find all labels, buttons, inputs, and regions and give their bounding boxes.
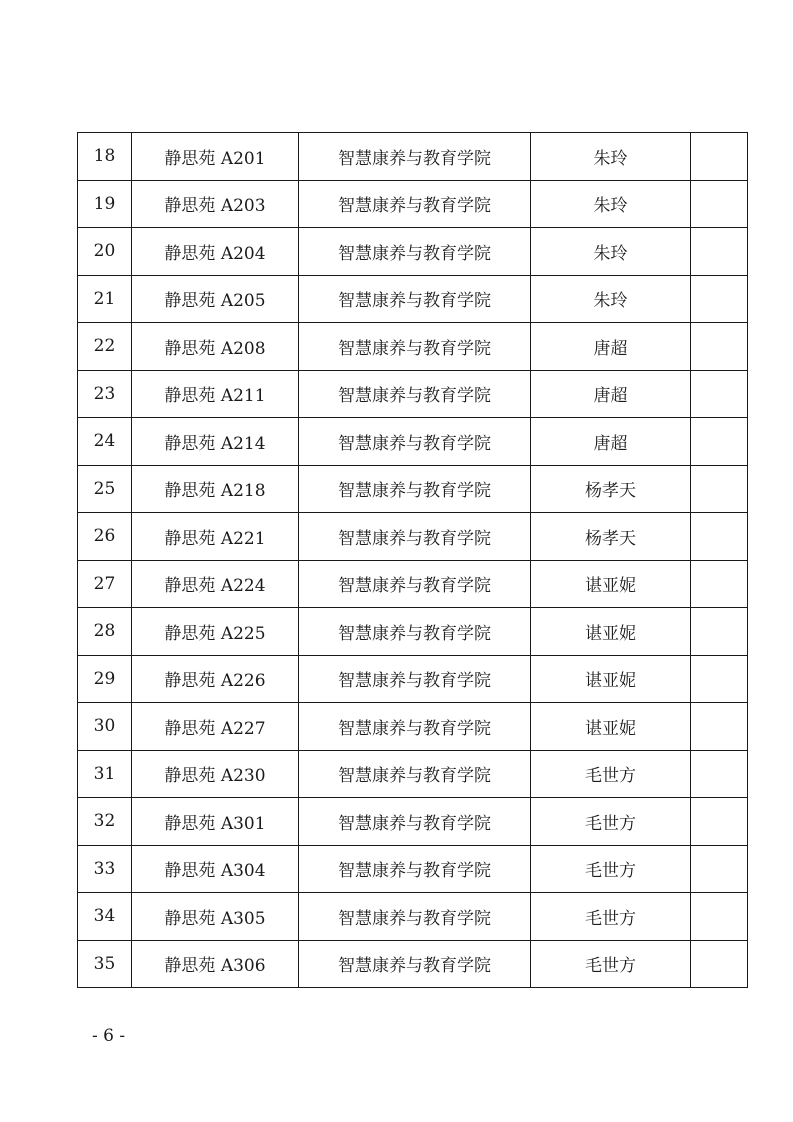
- cell-person: 朱玲: [531, 133, 691, 181]
- cell-room: 静思苑 A211: [132, 370, 299, 418]
- cell-room: 静思苑 A224: [132, 560, 299, 608]
- cell-note: [691, 703, 748, 751]
- cell-room: 静思苑 A306: [132, 940, 299, 988]
- table-row: [78, 180, 748, 228]
- cell-college: 智慧康养与教育学院: [299, 655, 531, 703]
- cell-number: 18: [78, 133, 132, 181]
- cell-college: 智慧康养与教育学院: [299, 940, 531, 988]
- cell-number: 29: [78, 655, 132, 703]
- cell-note: [691, 228, 748, 276]
- cell-note: [691, 370, 748, 418]
- table-row: [78, 655, 748, 703]
- cell-person: 毛世方: [531, 798, 691, 846]
- cell-room: 静思苑 A203: [132, 180, 299, 228]
- table-row: [78, 418, 748, 466]
- cell-college: 智慧康养与教育学院: [299, 180, 531, 228]
- table-row: [78, 750, 748, 798]
- cell-room: 静思苑 A227: [132, 703, 299, 751]
- cell-person: 毛世方: [531, 845, 691, 893]
- cell-person: 杨孝天: [531, 465, 691, 513]
- table-row: [78, 845, 748, 893]
- cell-room: 静思苑 A204: [132, 228, 299, 276]
- cell-note: [691, 418, 748, 466]
- cell-number: 27: [78, 560, 132, 608]
- cell-number: 22: [78, 323, 132, 371]
- cell-note: [691, 750, 748, 798]
- cell-college: 智慧康养与教育学院: [299, 750, 531, 798]
- cell-number: 25: [78, 465, 132, 513]
- cell-room: 静思苑 A226: [132, 655, 299, 703]
- table-row: [78, 133, 748, 181]
- cell-number: 35: [78, 940, 132, 988]
- cell-room: 静思苑 A201: [132, 133, 299, 181]
- cell-note: [691, 655, 748, 703]
- cell-note: [691, 323, 748, 371]
- cell-room: 静思苑 A208: [132, 323, 299, 371]
- table-row: [78, 228, 748, 276]
- table-row: [78, 275, 748, 323]
- cell-person: 谌亚妮: [531, 560, 691, 608]
- cell-college: 智慧康养与教育学院: [299, 370, 531, 418]
- cell-person: 谌亚妮: [531, 655, 691, 703]
- cell-person: 朱玲: [531, 180, 691, 228]
- cell-person: 谌亚妮: [531, 608, 691, 656]
- cell-room: 静思苑 A214: [132, 418, 299, 466]
- cell-person: 唐超: [531, 323, 691, 371]
- cell-number: 34: [78, 893, 132, 941]
- table-row: [78, 893, 748, 941]
- table-row: [78, 370, 748, 418]
- cell-college: 智慧康养与教育学院: [299, 275, 531, 323]
- table-row: [78, 323, 748, 371]
- cell-college: 智慧康养与教育学院: [299, 228, 531, 276]
- cell-room: 静思苑 A230: [132, 750, 299, 798]
- cell-person: 朱玲: [531, 275, 691, 323]
- cell-number: 28: [78, 608, 132, 656]
- cell-room: 静思苑 A225: [132, 608, 299, 656]
- cell-number: 30: [78, 703, 132, 751]
- cell-room: 静思苑 A301: [132, 798, 299, 846]
- cell-room: 静思苑 A305: [132, 893, 299, 941]
- cell-room: 静思苑 A304: [132, 845, 299, 893]
- cell-number: 31: [78, 750, 132, 798]
- cell-college: 智慧康养与教育学院: [299, 608, 531, 656]
- cell-number: 33: [78, 845, 132, 893]
- cell-number: 21: [78, 275, 132, 323]
- cell-room: 静思苑 A218: [132, 465, 299, 513]
- cell-note: [691, 513, 748, 561]
- table-row: [78, 465, 748, 513]
- cell-college: 智慧康养与教育学院: [299, 845, 531, 893]
- cell-college: 智慧康养与教育学院: [299, 893, 531, 941]
- cell-number: 32: [78, 798, 132, 846]
- cell-note: [691, 465, 748, 513]
- page-number: - 6 -: [92, 1026, 126, 1046]
- cell-note: [691, 845, 748, 893]
- cell-person: 杨孝天: [531, 513, 691, 561]
- cell-note: [691, 940, 748, 988]
- cell-note: [691, 275, 748, 323]
- cell-person: 唐超: [531, 370, 691, 418]
- cell-college: 智慧康养与教育学院: [299, 513, 531, 561]
- cell-number: 20: [78, 228, 132, 276]
- cell-college: 智慧康养与教育学院: [299, 798, 531, 846]
- cell-note: [691, 133, 748, 181]
- cell-number: 19: [78, 180, 132, 228]
- cell-room: 静思苑 A221: [132, 513, 299, 561]
- cell-college: 智慧康养与教育学院: [299, 465, 531, 513]
- cell-college: 智慧康养与教育学院: [299, 133, 531, 181]
- cell-person: 谌亚妮: [531, 703, 691, 751]
- cell-person: 朱玲: [531, 228, 691, 276]
- table-row: [78, 560, 748, 608]
- table-row: [78, 940, 748, 988]
- cell-college: 智慧康养与教育学院: [299, 703, 531, 751]
- dormitory-table: [77, 132, 748, 988]
- cell-person: 唐超: [531, 418, 691, 466]
- cell-person: 毛世方: [531, 750, 691, 798]
- cell-person: 毛世方: [531, 940, 691, 988]
- cell-note: [691, 180, 748, 228]
- table-body: [78, 133, 748, 988]
- cell-room: 静思苑 A205: [132, 275, 299, 323]
- cell-college: 智慧康养与教育学院: [299, 418, 531, 466]
- cell-college: 智慧康养与教育学院: [299, 560, 531, 608]
- cell-number: 24: [78, 418, 132, 466]
- cell-note: [691, 893, 748, 941]
- cell-person: 毛世方: [531, 893, 691, 941]
- table-row: [78, 608, 748, 656]
- cell-note: [691, 560, 748, 608]
- cell-note: [691, 798, 748, 846]
- table-row: [78, 703, 748, 751]
- cell-number: 23: [78, 370, 132, 418]
- cell-note: [691, 608, 748, 656]
- cell-number: 26: [78, 513, 132, 561]
- table-row: [78, 513, 748, 561]
- table-row: [78, 798, 748, 846]
- cell-college: 智慧康养与教育学院: [299, 323, 531, 371]
